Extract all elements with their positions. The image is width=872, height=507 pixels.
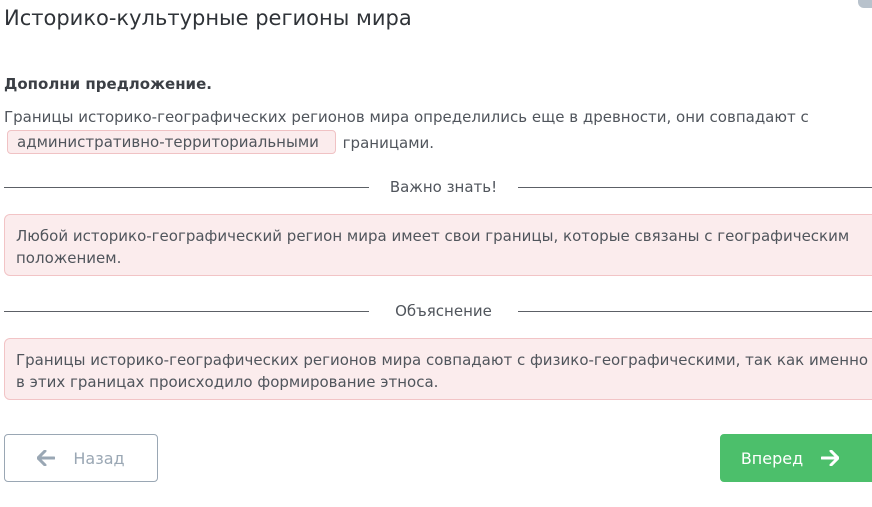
important-divider-label: Важно знать! [389, 178, 498, 196]
explanation-divider-label: Объяснение [395, 302, 492, 320]
next-button[interactable] [720, 434, 872, 482]
divider-line [4, 311, 369, 312]
arrow-right-icon [821, 450, 839, 466]
arrow-left-icon [37, 450, 55, 466]
explanation-note: Границы историко-географических регионов мира совпадают с физико-географическими, так как именно в этих границах происходило формирование этноса. [4, 338, 872, 400]
corner-widget [858, 0, 872, 8]
page-title: Историко-культурные регионы мира [4, 6, 412, 30]
divider-line [518, 311, 872, 312]
back-button[interactable] [4, 434, 158, 482]
explanation-divider [4, 301, 872, 321]
answer-field: административно-территориальными [7, 130, 336, 154]
back-button-label: Назад [73, 448, 125, 468]
divider-line [518, 187, 872, 188]
task-sentence [4, 104, 864, 156]
next-button-label: Вперед [740, 448, 804, 468]
important-note: Любой историко-географический регион мира имеет свои границы, которые связаны с географическим положением. [4, 214, 872, 276]
divider-line [4, 187, 369, 188]
sentence-after: границами. [342, 134, 435, 152]
important-divider [4, 177, 872, 197]
sentence-before: Границы историко-географических регионов мира определились еще в древности, они совпадают с [4, 108, 809, 126]
task-heading: Дополни предложение. [4, 75, 212, 93]
